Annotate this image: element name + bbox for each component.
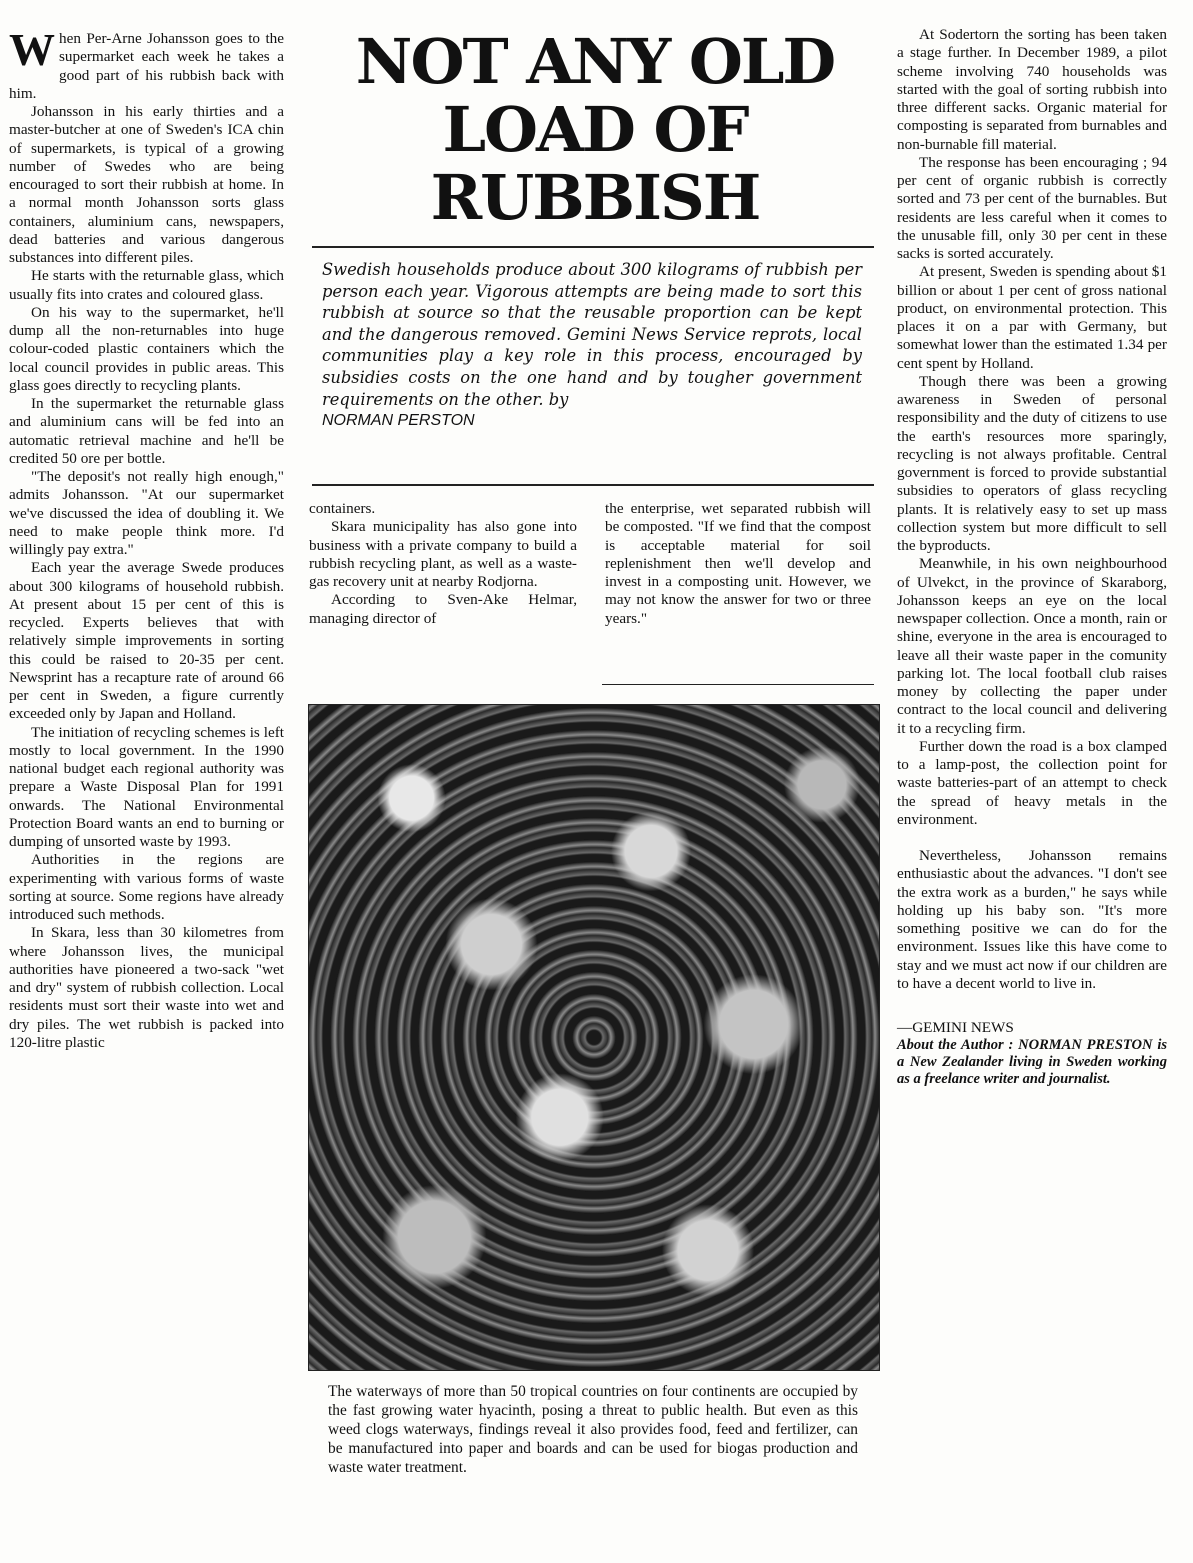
paragraph: Meanwhile, in his own neighbourhood of Ulvekct, in the province of Skaraborg, Johansson keeps an eye on the local newspaper collection. Once a month, rain or shine, everyone in the area is encouraged to leave all their waste paper in the comunity parking lot. The local football club raises money by collecting the paper under contract to the local council and delivering it to a recycling firm.	[897, 555, 1167, 737]
paragraph: containers.	[309, 500, 376, 517]
paragraph: Authorities in the regions are experimenting with various forms of waste sorting at source. Some regions have already introduced such methods.	[9, 851, 284, 923]
paragraph: Skara municipality has also gone into business with a private company to build a rubbish recycling plant, as well as a waste-gas recovery unit at nearby Rodjorna.	[309, 518, 577, 590]
left-column	[9, 24, 284, 1540]
middle-column-1	[309, 500, 577, 680]
headline: NOT ANY OLD LOAD OF RUBBISH	[355, 25, 835, 234]
signoff: —GEMINI NEWS	[897, 1019, 1014, 1036]
paragraph: The initiation of recycling schemes is left mostly to local government. In the 1990 national budget each regional authority was prepare a Waste Disposal Plan for 1991 onwards. The National Environmental Protection Board wants an end to burning or dumping of unsorted waste by 1993.	[9, 723, 284, 850]
paragraph: On his way to the supermarket, he'll dump all the non-returnables into huge colour-coded plastic containers which the local council provides in public areas. This glass goes directly to recycling plants.	[9, 303, 284, 394]
paragraph: At present, Sweden is spending about $1 billion or about 1 per cent of gross national product, on environmental protection. This places it on a par with Germany, but somewhat lower than the estimated 1.34 per cent spent by Holland.	[897, 263, 1167, 372]
dropcap: W	[9, 24, 55, 75]
paragraph: According to Sven-Ake Helmar, managing director of	[309, 591, 577, 627]
paragraph: When Per-Arne Johansson goes to the supermarket each week he takes a good part of his rubbish back with him.	[9, 24, 284, 102]
water-hyacinth-photo	[308, 704, 880, 1371]
paragraph: Though there was been a growing awareness in Sweden of personal responsibility and the duty of citizens to use the earth's resources more sparingly, recycling is not always profitable. Central government is forced to provide substantial subsidies to operators of glass recycling plants. It is relatively easy to set up mass collection system but more difficult to sell the byproducts.	[897, 372, 1167, 554]
paragraph: In Skara, less than 30 kilometres from where Johansson lives, the municipal authorities have pioneered a two-sack "wet and dry" system of rubbish collection. Local residents must sort their waste into wet and dry piles. The wet rubbish is packed into 120-litre plastic	[9, 924, 284, 1051]
photo-caption: The waterways of more than 50 tropical countries on four continents are occupied by the fast growing water hyacinth, posing a threat to public health. But even as this weed clogs waterways, findings reveal it also provides food, feed and fertilizer, can be manufactured into paper and boards and can be used for biogas production and waste water treatment.	[328, 1383, 858, 1476]
paragraph: At Sodertorn the sorting has been taken a stage further. In December 1989, a pilot scheme involving 740 households was started with the goal of sorting rubbish into three different sacks. Organic material for composting is separated from burnables and non-burnable fill material.	[897, 26, 1167, 153]
middle-column-2	[605, 500, 871, 680]
author-note: About the Author : NORMAN PRESTON is a New Zealander living in Sweden working as a freelance writer and journalist.	[897, 1037, 1167, 1088]
paragraph: "The deposit's not really high enough," admits Johansson. "At our supermarket we've discussed the idea of doubling it. We need to make people think more. I'd willingly pay extra."	[9, 468, 284, 558]
paragraph: He starts with the returnable glass, which usually fits into crates and coloured glass.	[9, 267, 284, 303]
standfirst-rule	[312, 484, 874, 486]
paragraph: In the supermarket the returnable glass and aluminium cans will be fed into an automatic retrieval machine and he'll be credited 50 ore per bottle.	[9, 395, 284, 467]
paragraph: the enterprise, wet separated rubbish will be composted. "If we find that the compost is acceptable material for soil replenishment then we'll develop and invest in a composting unit. However, we may not know the answer for two or three years."	[605, 500, 871, 627]
right-column	[897, 26, 1167, 1546]
photo-rule	[602, 684, 874, 685]
paragraph: Further down the road is a box clamped to a lamp-post, the collection point for waste batteries-part of an attempt to check the spread of heavy metals in the environment.	[897, 737, 1167, 828]
paragraph: The response has been encouraging ; 94 per cent of organic rubbish is correctly sorted and 73 per cent of the burnables. But residents are less careful when it comes to the unusable fill, only 30 per cent in these sacks is sorted accurately.	[897, 153, 1167, 262]
paragraph: Each year the average Swede produces about 300 kilograms of household rubbish. At present about 15 per cent of this is recycled. Experts believes that with relatively simple improvements in sorting this could be raised to 20-35 per cent. Newsprint has a recapture rate of around 66 per cent in Sweden, a figure currently exceeded only by Japan and Holland.	[9, 559, 284, 723]
standfirst	[322, 259, 862, 432]
standfirst-text: Swedish households produce about 300 kilograms of rubbish per person each year. Vigorous attempts are being made to sort this rubbish at source so that the reusable proportion can be kept and the dangerous removed. Gemini News Service reprots, local communities play a key role in this process, encouraged by subsidies costs on the one hand and by tougher government requirements on the other. by	[322, 260, 862, 409]
byline: NORMAN PERSTON	[322, 412, 475, 430]
paragraph: Johansson in his early thirties and a master-butcher at one of Sweden's ICA chin of supermarkets, is typical of a growing number of Swedes who are being encouraged to sort their rubbish at home. In a normal month Johansson sorts glass containers, aluminium cans, newspapers, dead batteries and various dangerous substances into different piles.	[9, 103, 284, 266]
headline-rule	[312, 246, 874, 248]
paragraph: Nevertheless, Johansson remains enthusiastic about the advances. "I don't see the extra work as a burden," he says while holding up his baby son. "It's more something positive we can do for the environment. Issues like this have come to stay and we must act now if our children are to have a decent world to live in.	[897, 847, 1167, 992]
